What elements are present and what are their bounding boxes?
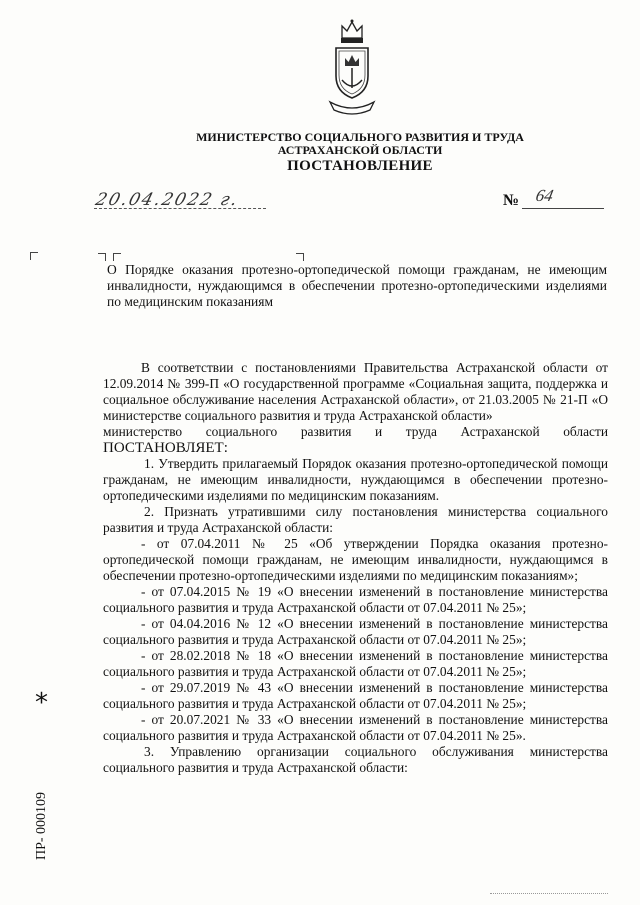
- decree-word: ПОСТАНОВЛЯЕТ:: [103, 440, 228, 456]
- title-bracket-left-open: [113, 253, 121, 261]
- margin-corner-mark: [30, 252, 38, 260]
- repealed-list-item: - от 28.02.2018 № 18 «О внесении изменений в постановление министерства социального развития и труда Астраханской области от 07.04.2011 № 25»;: [103, 648, 608, 679]
- document-body: [103, 360, 608, 776]
- margin-asterisk: *: [35, 688, 48, 718]
- ministry-line: министерство социального развития и труда Астраханской области: [103, 424, 608, 439]
- repealed-list-item: - от 04.04.2016 № 12 «О внесении изменений в постановление министерства социального развития и труда Астраханской области от 07.04.2011 № 25»;: [103, 616, 608, 647]
- date-underline: [94, 208, 266, 209]
- title-bracket-right: [296, 253, 304, 261]
- document-title: О Порядке оказания протезно-ортопедической помощи гражданам, не имеющим инвалидности, нуждающимся в обеспечении протезно-ортопедическими изделиями по медицинским показаниям: [107, 262, 607, 309]
- scan-artifact-line: [490, 893, 608, 894]
- document-type-heading: ПОСТАНОВЛЕНИЕ: [287, 158, 433, 174]
- ministry-name-line1: МИНИСТЕРСТВО СОЦИАЛЬНОГО РАЗВИТИЯ И ТРУДА: [196, 130, 524, 144]
- repealed-list-item: - от 07.04.2011 № 25 «Об утверждении Порядка оказания протезно-ортопедической помощи гражданам, не имеющим инвалидности, нуждающимся в обеспечении протезно-ортопедическими изделиями по медицинским показаниям»;: [103, 536, 608, 583]
- coat-of-arms-emblem: [328, 18, 376, 118]
- item-1-paragraph: 1. Утвердить прилагаемый Порядок оказания протезно-ортопедической помощи гражданам, не имеющим инвалидности, нуждающимся в обеспечении протезно-ортопедическими изделиями по медицинским показаниям.: [103, 456, 608, 503]
- handwritten-date: 20.04.2022 г.: [93, 190, 242, 210]
- number-label: №: [503, 192, 520, 209]
- item-3-paragraph: 3. Управлению организации социального обслуживания министерства социального развития и труда Астраханской области:: [103, 744, 608, 775]
- repealed-list-item: - от 20.07.2021 № 33 «О внесении изменений в постановление министерства социального развития и труда Астраханской области от 07.04.2011 № 25».: [103, 712, 608, 743]
- repealed-list-item: - от 29.07.2019 № 43 «О внесении изменений в постановление министерства социального развития и труда Астраханской области от 07.04.2011 № 25»;: [103, 680, 608, 711]
- handwritten-number: 64: [534, 186, 556, 205]
- title-bracket-left-close: [98, 253, 106, 261]
- preamble-paragraph: В соответствии с постановлениями Правительства Астраханской области от 12.09.2014 № 399-П «О государственной программе «Социальная защита, поддержка и социальное обслуживание населения Астраханской области», от 21.03.2005 № 21-П «О министерстве социального развития и труда Астраханской области»: [103, 360, 608, 423]
- registration-stamp: ПР- 000109: [34, 791, 49, 860]
- item-2-paragraph: 2. Признать утратившими силу постановления министерства социального развития и труда Астраханской области:: [103, 504, 608, 535]
- repealed-list-item: - от 07.04.2015 № 19 «О внесении изменений в постановление министерства социального развития и труда Астраханской области от 07.04.2011 № 25»;: [103, 584, 608, 615]
- ministry-name-line2: АСТРАХАНСКОЙ ОБЛАСТИ: [277, 143, 443, 157]
- number-underline: [522, 208, 604, 209]
